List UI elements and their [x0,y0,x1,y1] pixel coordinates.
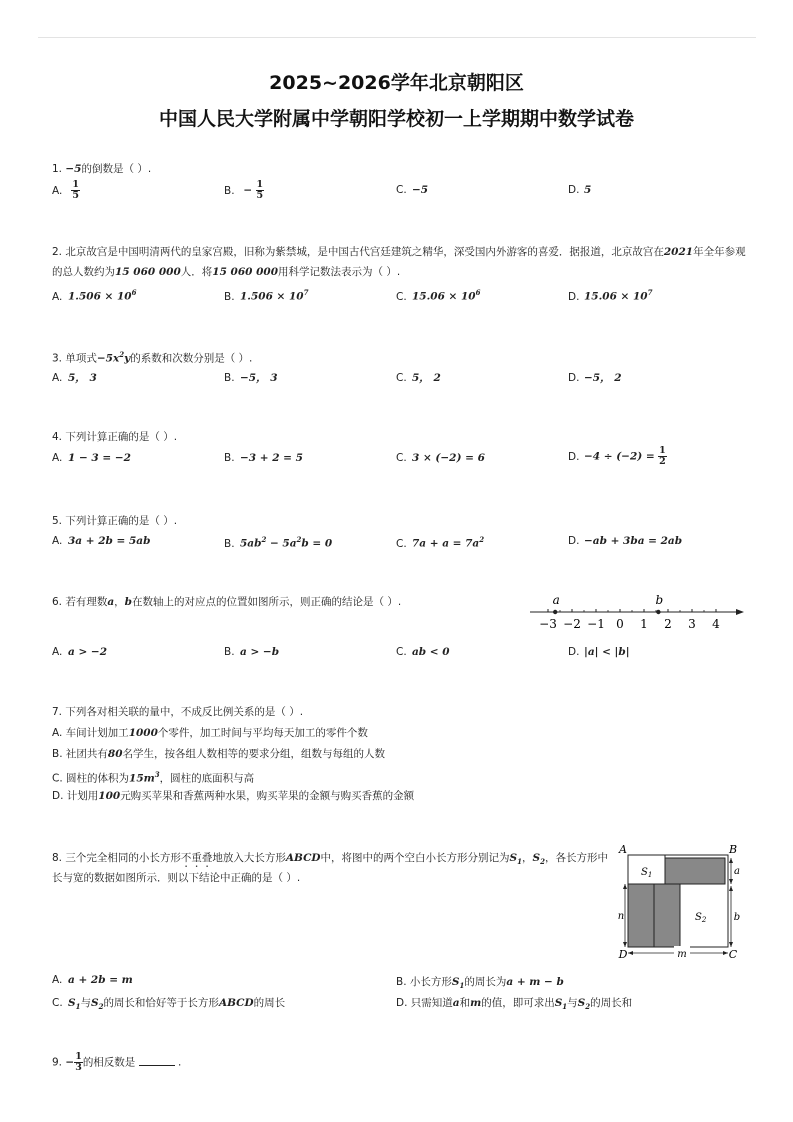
question-2-line2: 的总人数约为15 060 000人．将15 060 000用科学记数法表示为（ ）. [52,266,401,278]
shaded-rect-left [628,884,654,947]
question-8-line1: 8. 三个完全相同的小长方形不重叠地放入大长方形ABCD中，将图中的两个空白小长方形分别记为$S_1$，$S_2$，各长方形中 [52,852,608,867]
number-line-figure [530,590,745,636]
rectangle-figure [612,842,747,964]
q1-option-c[interactable]: C. −5 [396,184,429,196]
q8-option-a[interactable]: A. a + 2b = m [52,974,133,986]
question-7: 7. 下列各对相关联的量中，不成反比例关系的是（ ）. [52,706,304,718]
q8-option-b[interactable]: B. 小长方形$S_1$的周长为a + m − b [396,976,564,991]
tick-label: 0 [616,617,624,631]
q7-option-b[interactable]: B. 社团共有80名学生，按各组人数相等的要求分组，组数与每组的人数 [52,748,386,760]
q4-option-d[interactable]: D. −4 ÷ (−2) = $\frac{1}{2}$ [568,445,666,467]
q4-option-b[interactable]: B. −3 + 2 = 5 [224,452,303,464]
q3-option-a[interactable]: A. 5， 3 [52,372,97,384]
tick-label: −1 [587,617,605,631]
dim-m-label: m [677,949,687,960]
label-a: a [552,593,560,607]
answer-blank[interactable] [139,1055,175,1066]
corner-d-label: D [618,948,628,961]
q8-option-d[interactable]: D. 只需知道a和m的值，即可求出$S_1$与$S_2$的周长和 [396,997,633,1012]
fraction: $\frac{1}{2}$ [659,445,666,467]
q6-option-d[interactable]: D. |a| < |b| [568,646,630,658]
dim-b-label: b [733,912,741,923]
q7-option-c[interactable]: C. 圆柱的体积为$15m^3$，圆柱的底面积与高 [52,770,255,785]
corner-a-label: A [619,843,627,856]
point-b [656,610,660,614]
q2-option-c[interactable]: C. $15.06 \times 10^6$ [396,288,481,303]
dim-n-label: n [617,911,625,922]
s1-label: $S_1$ [641,867,653,879]
q4-option-a[interactable]: A. 1 − 3 = −2 [52,452,131,464]
q5-option-c[interactable]: C. $7a + a = 7a^2$ [396,535,485,550]
exam-title-line2: 中国人民大学附属中学朝阳学校初一上学期期中数学试卷 [158,108,634,130]
corner-b-label: B [728,843,738,856]
tick-label: 1 [640,617,648,631]
tick-label: 4 [712,617,720,631]
point-a [553,610,557,614]
exam-title-line1: 2025~2026学年北京朝阳区 [269,72,524,94]
q2-option-d[interactable]: D. $15.06 \times 10^7$ [568,288,653,303]
question-5: 5. 下列计算正确的是（ ）. [52,515,178,527]
header-divider [38,37,756,38]
question-8-line2: 长与宽的数据如图所示．则以下结论中正确的是（ ）. [52,872,301,884]
shaded-rect-top [665,858,725,884]
q3-option-d[interactable]: D. −5， 2 [568,372,622,384]
q7-option-a[interactable]: A. 车间计划加工1000个零件，加工时间与平均每天加工的零件个数 [52,727,368,739]
q1-option-d[interactable]: D. 5 [568,184,592,196]
dim-a-label: a [734,866,740,877]
shaded-rect-middle [654,884,680,947]
q3-option-b[interactable]: B. −5， 3 [224,372,278,384]
fraction: $\frac{1}{3}$ [75,1051,82,1073]
question-1: 1. −5的倒数是（ ）. [52,163,152,175]
q2-option-a[interactable]: A. $1.506 \times 10^6$ [52,288,137,303]
fraction: $\frac{1}{5}$ [72,179,79,201]
question-2-line1: 2. 北京故宫是中国明清两代的皇家宫殿，旧称为紫禁城，是中国古代宫廷建筑之精华，深受国内外游客的喜爱．据报道，北京故宫在2021年全年参观 [52,246,746,258]
tick-label: −2 [563,617,581,631]
question-3: 3. 单项式$-5x^2y$的系数和次数分别是（ ）. [52,350,253,365]
axis-arrow-icon [736,609,744,615]
q5-option-b[interactable]: B. $5ab^2 - 5a^2b = 0$ [224,535,333,550]
q6-option-a[interactable]: A. a > −2 [52,646,108,658]
question-9: 9. − $\frac{1}{3}$ 的相反数是 . [52,1051,182,1073]
corner-c-label: C [728,948,738,961]
q8-option-c[interactable]: C. $S_1$与$S_2$的周长和恰好等于长方形ABCD的周长 [52,997,286,1012]
fraction: $\frac{1}{5}$ [256,179,264,201]
q5-option-a[interactable]: A. 3a + 2b = 5ab [52,535,151,547]
s2-label: $S_2$ [695,912,707,924]
label-b: b [655,593,664,607]
q6-option-c[interactable]: C. ab < 0 [396,646,450,658]
q2-option-b[interactable]: B. $1.506 \times 10^7$ [224,288,309,303]
tick-label: 2 [664,617,672,631]
question-4: 4. 下列计算正确的是（ ）. [52,431,178,443]
q6-option-b[interactable]: B. a > −b [224,646,280,658]
q3-option-c[interactable]: C. 5， 2 [396,372,441,384]
q5-option-d[interactable]: D. −ab + 3ba = 2ab [568,535,683,547]
question-6: 6. 若有理数a，b在数轴上的对应点的位置如图所示，则正确的结论是（ ）. [52,596,402,608]
tick-label: 3 [688,617,696,631]
q4-option-c[interactable]: C. 3 × (−2) = 6 [396,452,485,464]
q1-option-b[interactable]: B. − $\frac{1}{5}$ [224,179,264,201]
q7-option-d[interactable]: D. 计划用100元购买苹果和香蕉两种水果，购买苹果的金额与购买香蕉的金额 [52,790,415,802]
q1-option-a[interactable]: A. $\frac{1}{5}$ [52,179,79,201]
tick-label: −3 [539,617,557,631]
